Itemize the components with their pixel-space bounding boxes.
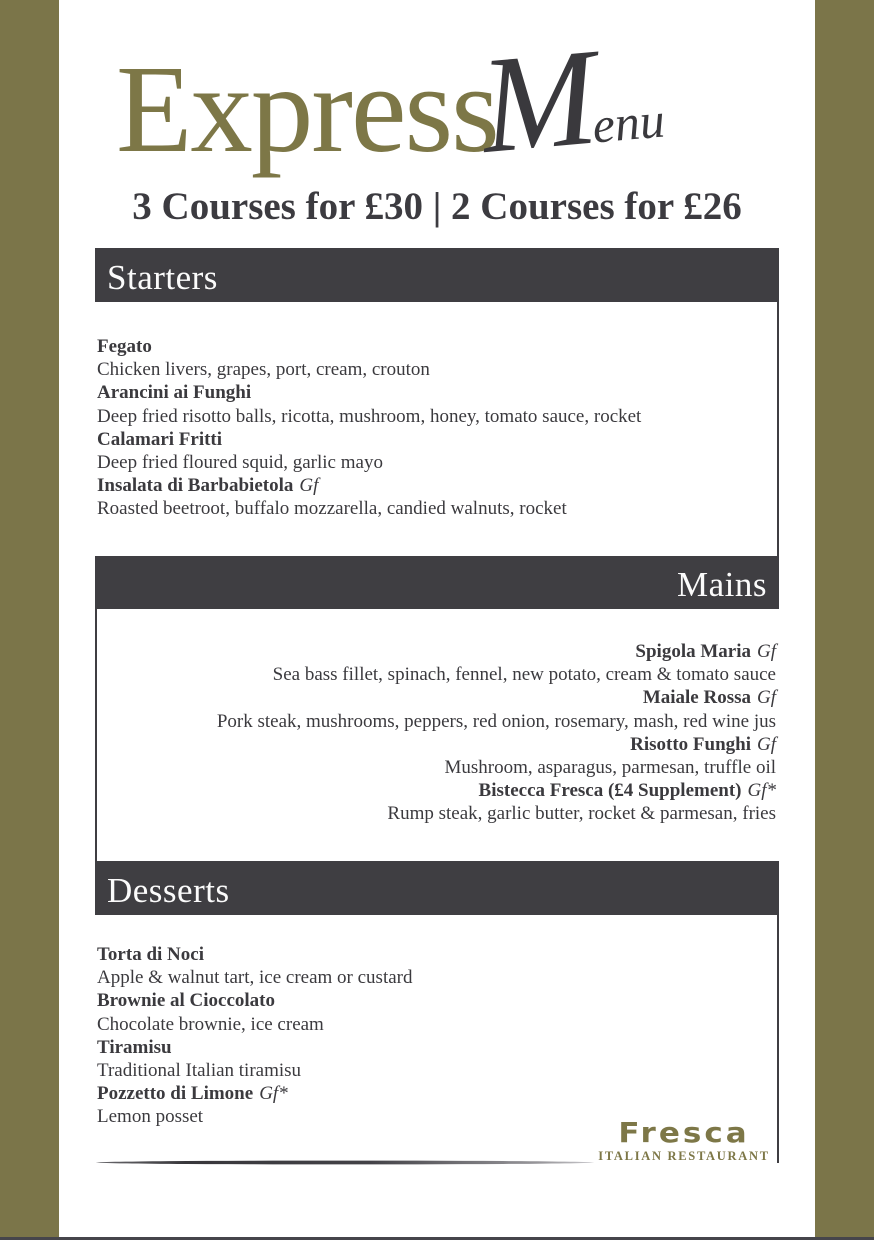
item-name: Maiale Rossa	[642, 687, 751, 709]
section-bar-desserts	[95, 861, 779, 915]
item-name-line	[97, 686, 776, 709]
item-description: Deep fried floured squid, garlic mayo	[97, 452, 383, 474]
menu-item	[97, 779, 776, 825]
item-name: Brownie al Cioccolato	[97, 990, 276, 1012]
gluten-free-tag: Gf*	[259, 1083, 288, 1105]
item-description: Lemon posset	[97, 1106, 204, 1128]
section-bar-mains	[95, 556, 779, 609]
item-name: Risotto Funghi	[630, 733, 751, 755]
footer-divider-rule	[95, 1153, 595, 1160]
item-description: Deep fried risotto balls, ricotta, mushroom, honey, tomato sauce, rocket	[97, 405, 642, 427]
item-name-line	[97, 428, 777, 451]
item-description: Mushroom, asparagus, parmesan, truffle oil	[444, 757, 776, 779]
section-body-mains	[95, 609, 779, 861]
item-description: Sea bass fillet, spinach, fennel, new potato, cream & tomato sauce	[272, 664, 776, 686]
item-name-line	[97, 943, 777, 966]
item-description: Traditional Italian tiramisu	[97, 1060, 302, 1082]
item-description: Apple & walnut tart, ice cream or custard	[97, 967, 413, 989]
logo-tagline: ITALIAN RESTAURANT	[598, 1149, 770, 1163]
item-name: Calamari Fritti	[97, 428, 223, 450]
gluten-free-tag: Gf	[757, 641, 776, 662]
menu-item	[97, 640, 776, 686]
item-name-line	[97, 640, 776, 663]
item-description: Chocolate brownie, ice cream	[97, 1013, 324, 1035]
item-name: Bistecca Fresca (£4 Supplement)	[478, 780, 742, 802]
item-name-line	[97, 381, 777, 404]
right-olive-band	[815, 0, 874, 1240]
gluten-free-tag: Gf	[757, 733, 776, 755]
restaurant-logo	[598, 1117, 770, 1164]
item-description: Pork steak, mushrooms, peppers, red onion, rosemary, mash, red wine jus	[216, 710, 776, 732]
item-name-line	[97, 335, 777, 358]
menu-item	[97, 1036, 777, 1082]
course-offer-subtitle: 3 Courses for £30 | 2 Courses for £26	[132, 185, 742, 228]
item-name-line	[97, 779, 776, 802]
item-name-line	[97, 1036, 777, 1059]
menu-item	[97, 428, 777, 474]
item-description: Roasted beetroot, buffalo mozzarella, candied walnuts, rocket	[97, 498, 567, 520]
gluten-free-tag: Gf	[299, 475, 319, 497]
item-name-line	[97, 989, 777, 1012]
item-name: Spigola Maria	[635, 641, 751, 662]
gluten-free-tag: Gf*	[747, 780, 776, 802]
menu-title-express: Express	[116, 41, 498, 179]
menu-item	[97, 335, 777, 381]
gluten-free-tag: Gf	[757, 687, 776, 709]
menu-item	[97, 686, 776, 732]
item-name: Fegato	[97, 336, 152, 357]
menu-item	[97, 989, 777, 1035]
menu-title-script: Menu	[474, 20, 667, 182]
item-description: Chicken livers, grapes, port, cream, crouton	[97, 359, 430, 381]
item-name-line	[97, 733, 776, 756]
item-name-line	[97, 1082, 777, 1105]
item-name-line	[97, 474, 777, 497]
menu-item	[97, 943, 777, 989]
item-name: Torta di Noci	[97, 944, 204, 965]
section-body-starters	[95, 302, 779, 556]
item-name: Tiramisu	[97, 1036, 172, 1058]
section-title-mains: Mains	[677, 565, 767, 604]
item-description: Rump steak, garlic butter, rocket & parmesan, fries	[387, 803, 776, 825]
section-title-desserts: Desserts	[107, 871, 230, 910]
left-olive-band	[0, 0, 59, 1240]
item-name: Insalata di Barbabietola	[97, 475, 294, 497]
section-title-starters: Starters	[107, 258, 218, 297]
item-name: Arancini ai Funghi	[97, 382, 252, 404]
logo-wordmark: Fresca	[618, 1117, 750, 1150]
item-name: Pozzetto di Limone	[97, 1083, 254, 1105]
menu-item	[97, 381, 777, 427]
menu-item	[97, 733, 776, 779]
menu-item	[97, 474, 777, 520]
section-bar-starters	[95, 248, 779, 302]
